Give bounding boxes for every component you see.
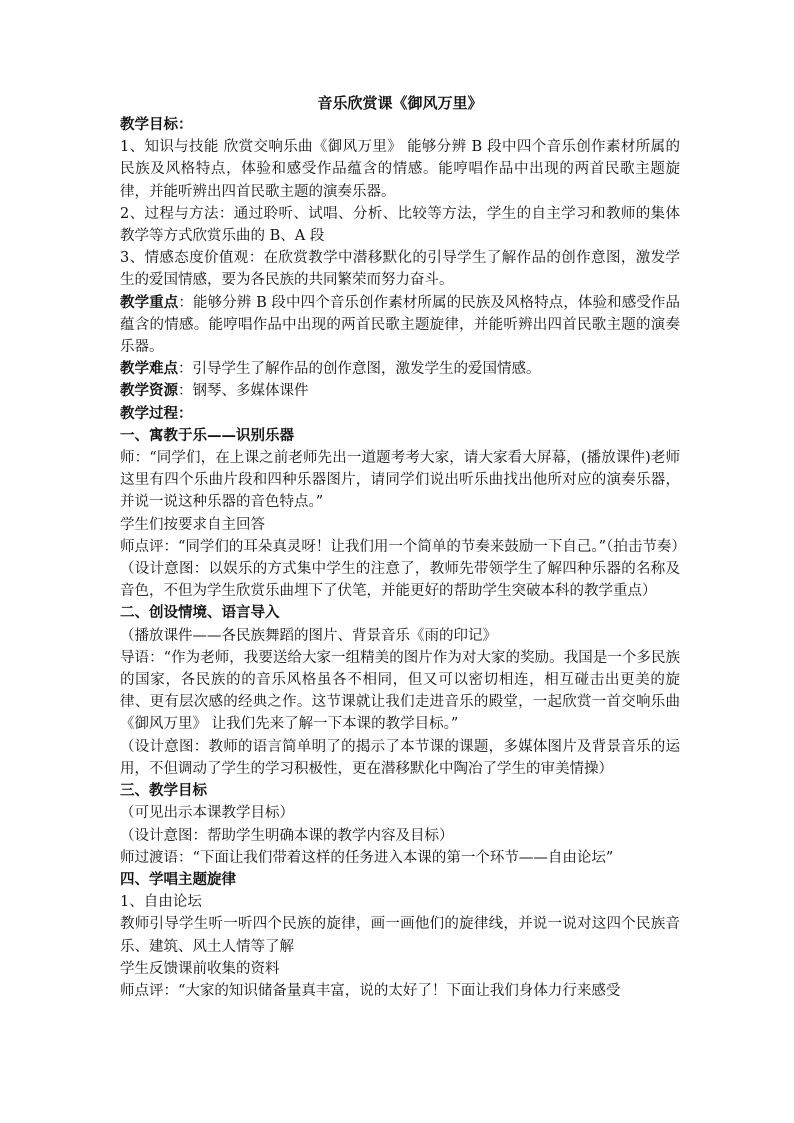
section-4-paragraph: 师点评：“大家的知识储备量真丰富，说的太好了！下面让我们身体力行来感受 xyxy=(120,982,621,999)
key-points-text: ：能够分辨 B 段中四个音乐创作素材所属的民族及风格特点，体验和感受作品蕴含的情感。能哼唱作品中出现的两首民歌主题旋律，并能听辨出四首民歌主题的演奏乐器。 xyxy=(120,294,681,356)
section-3-paragraph: （可见出示本课教学目标） xyxy=(120,805,294,822)
section-3-heading: 三、教学目标 xyxy=(120,782,207,800)
objective-1: 1、知识与技能 欣赏交响乐曲《御风万里》 能够分辨 B 段中四个音乐创作素材所属的民族及风格特点，体验和感受作品蕴含的情感。能哼唱作品中出现的两首民歌主题旋律，并能听辨出四首民歌主题的演奏乐器。 xyxy=(120,139,680,200)
process-heading: 教学过程： xyxy=(120,404,193,422)
resources-text: ：钢琴、多媒体课件 xyxy=(178,383,309,400)
difficulties-label: 教学难点 xyxy=(120,360,178,378)
key-points xyxy=(120,292,680,359)
section-2-heading: 二、创设情境、语言导入 xyxy=(120,604,280,622)
resources-label: 教学资源 xyxy=(120,382,178,400)
lesson-plan-page xyxy=(120,92,686,1002)
objective-3: 3、情感态度价值观：在欣赏教学中潜移默化的引导学生了解作品的创作意图，激发学生的爱国情感，要为各民族的共同繁荣而努力奋斗。 xyxy=(120,250,680,289)
document-title: 音乐欣赏课《御风万里》 xyxy=(317,94,483,112)
section-4-heading: 四、学唱主题旋律 xyxy=(120,870,236,888)
resources xyxy=(120,380,680,402)
difficulties xyxy=(120,358,680,380)
section-3-design-note: （设计意图：帮助学生明确本课的教学内容及目标） xyxy=(120,827,454,844)
objective-2: 2、过程与方法：通过聆听、试唱、分析、比较等方法，学生的自主学习和教师的集体教学等方式欣赏乐曲的 B、A 段 xyxy=(120,205,680,245)
section-4-paragraph: 教师引导学生听一听四个民族的旋律，画一画他们的旋律线，并说一说对这四个民族音乐、建筑、风土人情等了解 xyxy=(120,916,680,955)
section-1-paragraph: 师点评：“同学们的耳朵真灵呀！让我们用一个简单的节奏来鼓励一下自己。”（拍击节奏） xyxy=(120,538,686,555)
section-2-paragraph: 导语：“作为老师，我要送给大家一组精美的图片作为对大家的奖励。我国是一个多民族的国家，各民族的的音乐风格虽各不相同，但又可以密切相连，相互碰击出更美的旋律、更有层次感的经典之作。这节课就让我们走进音乐的殿堂，一起欣赏一首交响乐曲《御风万里》 让我们先来了解一下本课的教学目标。” xyxy=(120,649,680,733)
objectives-heading: 教学目标： xyxy=(120,116,193,133)
difficulties-text: ：引导学生了解作品的创作意图，激发学生的爱国情感。 xyxy=(178,361,541,378)
section-1-paragraph: 学生们按要求自主回答 xyxy=(120,516,265,533)
section-2-design-note: （设计意图：教师的语言简单明了的揭示了本节课的课题，多媒体图片及背景音乐的运用，不但调动了学生的学习积极性，更在潜移默化中陶冶了学生的审美情操） xyxy=(120,738,680,777)
section-3-paragraph: 师过渡语：“下面让我们带着这样的任务进入本课的第一个环节——自由论坛” xyxy=(120,849,614,866)
key-points-label: 教学重点 xyxy=(120,293,179,311)
section-1-paragraph: 师：“同学们，在上课之前老师先出一道题考考大家，请大家看大屏幕，(播放课件)老师这里有四个乐曲片段和四种乐器图片，请同学们说出听乐曲找出他所对应的演奏乐器，并说一说这种乐器的音色特点。” xyxy=(120,450,680,511)
section-1-design-note: （设计意图：以娱乐的方式集中学生的注意了，教师先带领学生了解四种乐器的名称及音色，不但为学生欣赏乐曲埋下了伏笔，并能更好的帮助学生突破本科的教学重点） xyxy=(120,561,680,600)
section-4-paragraph: 学生反馈课前收集的资料 xyxy=(120,960,280,977)
section-1-heading: 一、寓教于乐——识别乐器 xyxy=(120,426,294,444)
section-2-paragraph: （播放课件——各民族舞蹈的图片、背景音乐《雨的印记》 xyxy=(120,627,497,644)
section-4-paragraph: 1、自由论坛 xyxy=(120,894,202,911)
